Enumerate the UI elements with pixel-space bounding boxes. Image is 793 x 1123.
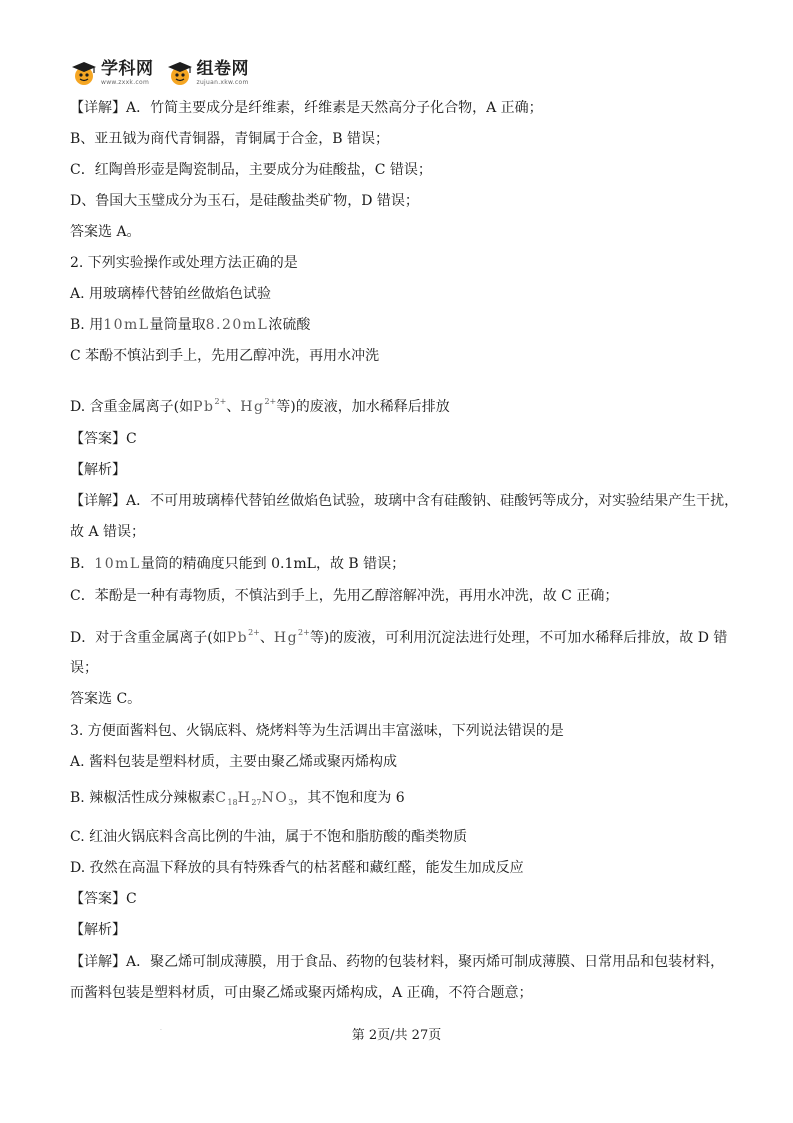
text: D．对于含重金属离子(如 bbox=[70, 630, 227, 646]
text: ，其不饱和度为 6 bbox=[293, 790, 405, 806]
text: 、 bbox=[259, 630, 274, 646]
explanation-line: D、鲁国大玉璧成分为玉石，是硅酸盐类矿物，D 错误； bbox=[70, 193, 419, 209]
explanation-line: 【详解】A．竹简主要成分是纤维素，纤维素是天然高分子化合物，A 正确； bbox=[70, 100, 543, 116]
ion-formula: $Hg^{2+}$ bbox=[273, 628, 310, 646]
volume-formula: 10mL bbox=[94, 556, 141, 572]
logo-url: zujuan.xkw.com bbox=[196, 78, 249, 86]
explanation-line: B、亚丑钺为商代青铜器，青铜属于合金，B 错误； bbox=[70, 131, 390, 147]
ion-formula: $Hg^{2+}$ bbox=[240, 397, 277, 415]
logo-zujuanwang bbox=[166, 60, 250, 86]
option-d: D. 孜然在高温下释放的具有特殊香气的枯茗醛和藏红醛，能发生加成反应 bbox=[70, 860, 524, 876]
option-a: A. 用玻璃棒代替铂丝做焰色试验 bbox=[70, 286, 272, 302]
option-d bbox=[70, 393, 450, 416]
question-3-stem: 3. 方便面酱料包、火锅底料、烧烤料等为生活调出丰富滋味，下列说法错误的是 bbox=[70, 723, 564, 739]
text: B. 辣椒活性成分辣椒素 bbox=[70, 790, 216, 806]
explanation-line: 故 A 错误； bbox=[70, 524, 146, 540]
option-b bbox=[70, 316, 310, 334]
question-2-stem: 2. 下列实验操作或处理方法正确的是 bbox=[70, 255, 298, 271]
answer-summary: 答案选 A。 bbox=[70, 224, 141, 240]
explanation-line: 误； bbox=[70, 660, 98, 676]
text: B. 用 bbox=[70, 317, 104, 333]
analysis-label: 【解析】 bbox=[70, 922, 126, 938]
page-footer: 第 2页/共 27页 bbox=[351, 1028, 442, 1043]
logo-xuekewang bbox=[70, 60, 154, 86]
ion-formula: $Pb^{2+}$ bbox=[193, 397, 227, 415]
explanation-line: 而酱料包装是塑料材质，可由聚乙烯或聚丙烯构成，A 正确，不符合题意； bbox=[70, 985, 533, 1001]
graduation-cap-icon bbox=[166, 60, 194, 86]
text: 、 bbox=[226, 399, 241, 415]
decorative-dot: · bbox=[160, 1027, 162, 1034]
answer-label: 【答案】C bbox=[70, 431, 137, 447]
text: 等)的废液，可利用沉淀法进行处理，不可加水稀释后排放，故 D 错 bbox=[309, 630, 728, 646]
explanation-line: C．红陶兽形壶是陶瓷制品，主要成分为硅酸盐，C 错误； bbox=[70, 162, 432, 178]
explanation-line bbox=[70, 555, 405, 573]
logo-url: www.zxxk.com bbox=[101, 78, 150, 86]
text: 浓硫酸 bbox=[268, 317, 311, 333]
logo-name: 组卷网 bbox=[196, 58, 249, 79]
molecular-formula: $C_{18}H_{27}NO_3$ bbox=[215, 790, 294, 807]
option-c: C. 红油火锅底料含高比例的牛油，属于不饱和脂肪酸的酯类物质 bbox=[70, 829, 468, 845]
volume-formula: 8.20mL bbox=[205, 317, 269, 333]
logo-name: 学科网 bbox=[101, 58, 154, 79]
ion-formula: $Pb^{2+}$ bbox=[226, 628, 260, 646]
text: 量筒量取 bbox=[149, 317, 206, 333]
analysis-label: 【解析】 bbox=[70, 462, 126, 478]
graduation-cap-icon bbox=[70, 60, 98, 86]
explanation-line: 【详解】A．不可用玻璃棒代替铂丝做焰色试验，玻璃中含有硅酸钠、硅酸钙等成分，对实验结果产生干扰， bbox=[70, 493, 739, 509]
text: B． bbox=[70, 556, 95, 572]
text: D. 含重金属离子(如 bbox=[70, 399, 194, 415]
explanation-line: 【详解】A．聚乙烯可制成薄膜，用于食品、药物的包装材料，聚丙烯可制成薄膜、日常用品和包装材料， bbox=[70, 954, 725, 970]
text: 量筒的精确度只能到 0.1mL，故 B 错误； bbox=[140, 556, 406, 572]
volume-formula: 10mL bbox=[103, 317, 150, 333]
option-c: C 苯酚不慎沾到手上，先用乙醇冲洗，再用水冲洗 bbox=[70, 348, 380, 364]
answer-label: 【答案】C bbox=[70, 891, 137, 907]
explanation-line: C．苯酚是一种有毒物质，不慎沾到手上，先用乙醇溶解冲洗，再用水冲洗，故 C 正确； bbox=[70, 588, 619, 604]
option-a: A. 酱料包装是塑料材质，主要由聚乙烯或聚丙烯构成 bbox=[70, 754, 398, 770]
text: 等)的废液，加水稀释后排放 bbox=[276, 399, 450, 415]
answer-summary: 答案选 C。 bbox=[70, 691, 142, 707]
option-b bbox=[70, 789, 405, 812]
header-logos bbox=[70, 56, 261, 90]
explanation-line bbox=[70, 624, 727, 647]
